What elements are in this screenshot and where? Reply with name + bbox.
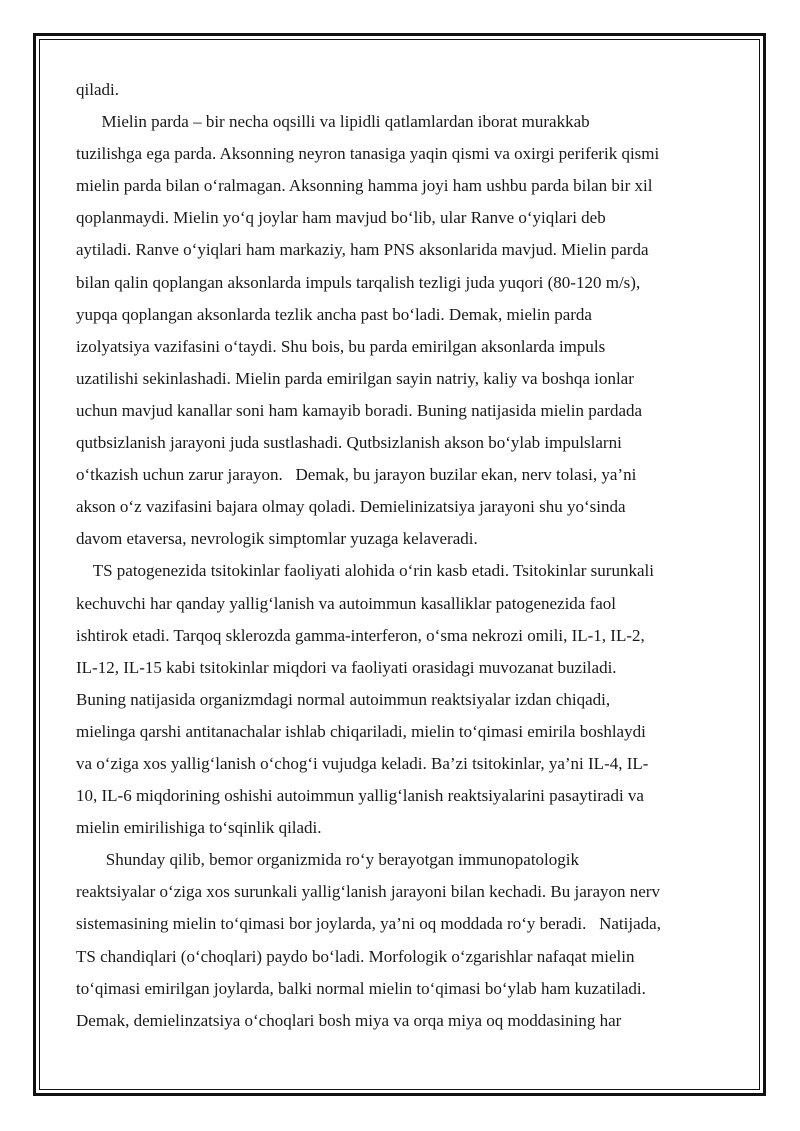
document-body <box>76 74 730 1037</box>
text-line: qutbsizlanish jarayoni juda sustlashadi. Qutbsizlanish akson bo‘ylab impulslarni <box>76 433 622 453</box>
text-line: Buning natijasida organizmdagi normal autoimmun reaktsiyalar izdan chiqadi, <box>76 689 611 709</box>
text-line: Mielin parda – bir necha oqsilli va lipidli qatlamlardan iborat murakkab <box>76 112 590 132</box>
text-line: qoplanmaydi. Mielin yo‘q joylar ham mavjud bo‘lib, ular Ranve o‘yiqlari deb <box>76 208 606 228</box>
text-line: mielinga qarshi antitanachalar ishlab chiqariladi, mielin to‘qimasi emirila boshlaydi <box>76 721 646 741</box>
text-line: to‘qimasi emirilgan joylarda, balki normal mielin to‘qimasi bo‘ylab ham kuzatiladi. <box>76 978 646 998</box>
text-line: o‘tkazish uchun zarur jarayon. Demak, bu jarayon buzilar ekan, nerv tolasi, ya’ni <box>76 465 637 485</box>
text-line: ishtirok etadi. Tarqoq sklerozda gamma-interferon, o‘sma nekrozi omili, IL-1, IL-2, <box>76 625 645 645</box>
text-line: IL-12, IL-15 kabi tsitokinlar miqdori va faoliyati orasidagi muvozanat buziladi. <box>76 657 617 677</box>
text-line: TS patogenezida tsitokinlar faoliyati alohida o‘rin kasb etadi. Tsitokinlar surunkali <box>76 561 654 581</box>
text-line: kechuvchi har qanday yallig‘lanish va autoimmun kasalliklar patogenezida faol <box>76 593 617 613</box>
text-line: uzatilishi sekinlashadi. Mielin parda emirilgan sayin natriy, kaliy va boshqa ionlar <box>76 368 634 388</box>
text-line: aytiladi. Ranve o‘yiqlari ham markaziy, ham PNS aksonlarida mavjud. Mielin parda <box>76 240 649 260</box>
text-line: tuzilishga ega parda. Aksonning neyron tanasiga yaqin qismi va oxirgi periferik qismi <box>76 144 660 164</box>
text-line: yupqa qoplangan aksonlarda tezlik ancha past bo‘ladi. Demak, mielin parda <box>76 304 592 324</box>
text-line: qiladi. <box>76 80 119 99</box>
text-line: uchun mavjud kanallar soni ham kamayib boradi. Buning natijasida mielin pardada <box>76 400 643 420</box>
text-line: izolyatsiya vazifasini o‘taydi. Shu bois, bu parda emirilgan aksonlarda impuls <box>76 336 606 356</box>
text-line: va o‘ziga xos yallig‘lanish o‘chog‘i vujudga keladi. Ba’zi tsitokinlar, ya’ni IL-4, IL- <box>76 753 649 773</box>
text-line: bilan qalin qoplangan aksonlarda impuls tarqalish tezligi juda yuqori (80-120 m/s), <box>76 272 641 292</box>
text-line: Demak, demielinzatsiya o‘choqlari bosh miya va orqa miya oq moddasining har <box>76 1010 622 1030</box>
text-line: akson o‘z vazifasini bajara olmay qoladi. Demielinizatsiya jarayoni shu yo‘sinda <box>76 497 626 517</box>
text-line: Shunday qilib, bemor organizmida ro‘y berayotgan immunopatologik <box>76 850 579 870</box>
text-line: 10, IL-6 miqdorining oshishi autoimmun yallig‘lanish reaktsiyalarini pasaytiradi va <box>76 786 644 806</box>
text-line: davom etaversa, nevrologik simptomlar yuzaga kelaveradi. <box>76 529 478 549</box>
text-line: reaktsiyalar o‘ziga xos surunkali yallig‘lanish jarayoni bilan kechadi. Bu jarayon nerv <box>76 882 660 902</box>
text-line: mielin emirilishiga to‘sqinlik qiladi. <box>76 818 322 838</box>
text-line: mielin parda bilan o‘ralmagan. Aksonning hamma joyi ham ushbu parda bilan bir xil <box>76 176 653 196</box>
text-line: TS chandiqlari (o‘choqlari) paydo bo‘ladi. Morfologik o‘zgarishlar nafaqat mielin <box>76 946 635 966</box>
text-line: sistemasining mielin to‘qimasi bor joylarda, ya’ni oq moddada ro‘y beradi. Natijada, <box>76 914 661 934</box>
